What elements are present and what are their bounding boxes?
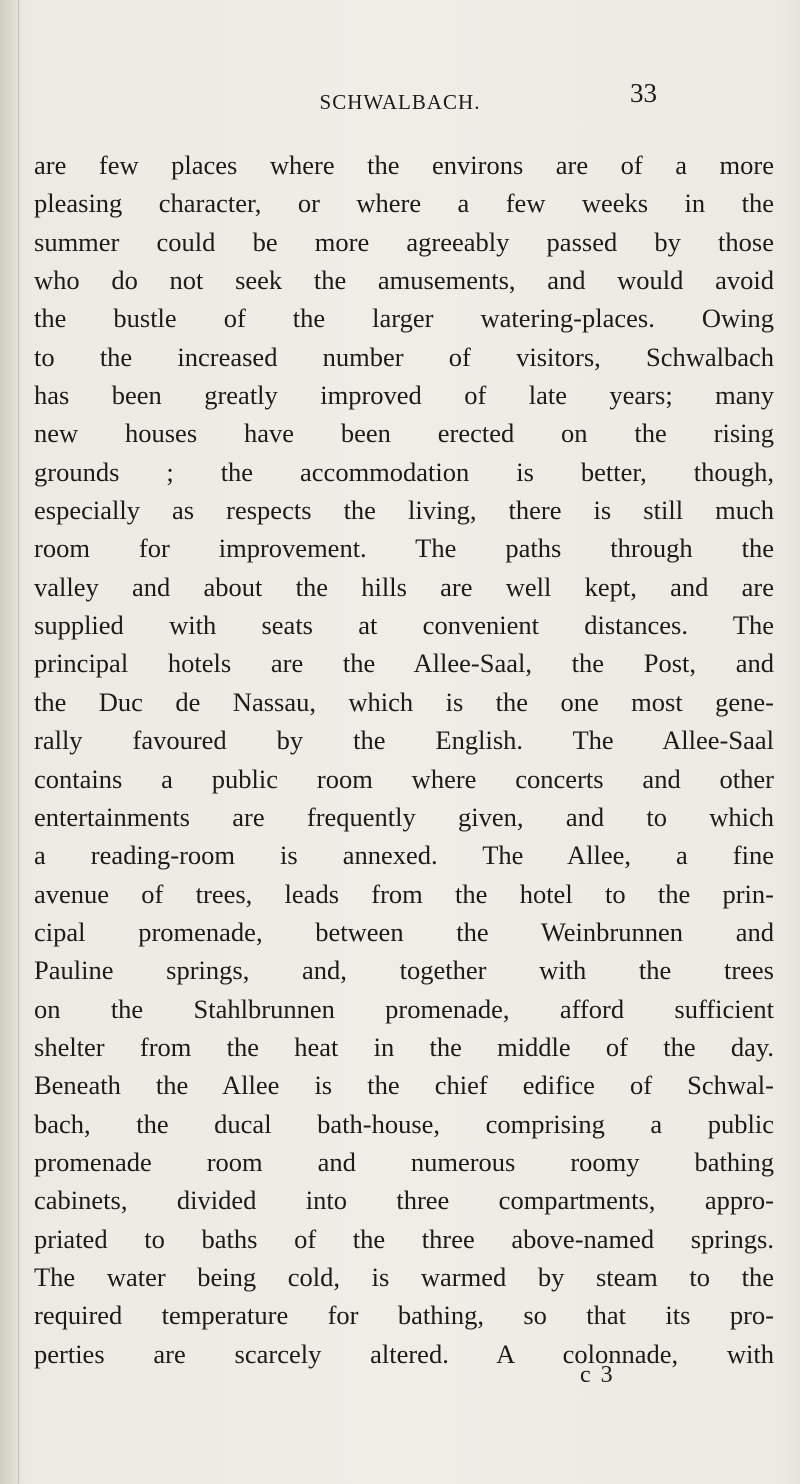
text-line: has been greatly improved of late years; many bbox=[34, 380, 774, 411]
text-line: room for improvement. The paths through the bbox=[34, 533, 774, 564]
text-line: The water being cold, is warmed by steam to the bbox=[34, 1261, 774, 1292]
text-line: grounds ; the accommodation is better, though, bbox=[34, 456, 774, 487]
text-line: principal hotels are the Allee-Saal, the Post, and bbox=[34, 648, 774, 679]
text-line: who do not seek the amusements, and would avoid bbox=[34, 265, 774, 296]
text-line: to the increased number of visitors, Schwalbach bbox=[34, 341, 774, 372]
text-line: Pauline springs, and, together with the trees bbox=[34, 955, 774, 986]
text-line: entertainments are frequently given, and to which bbox=[34, 801, 774, 832]
text-line: summer could be more agreeably passed by those bbox=[34, 226, 774, 257]
text-line: rally favoured by the English. The Allee-Saal bbox=[34, 725, 774, 756]
text-line: supplied with seats at convenient distances. The bbox=[34, 610, 774, 641]
text-line: on the Stahlbrunnen promenade, afford sufficient bbox=[34, 993, 774, 1024]
body-text bbox=[34, 146, 774, 1373]
page-gutter-edge bbox=[18, 0, 19, 1484]
text-line: the Duc de Nassau, which is the one most gene- bbox=[34, 686, 774, 717]
text-line: required temperature for bathing, so that its pro- bbox=[34, 1300, 774, 1331]
text-line: Beneath the Allee is the chief edifice of Schwal- bbox=[34, 1070, 774, 1101]
running-head: SCHWALBACH. bbox=[319, 90, 481, 114]
signature-mark: c 3 bbox=[580, 1362, 615, 1388]
text-line: priated to baths of the three above-named springs. bbox=[34, 1223, 774, 1254]
text-line: bach, the ducal bath-house, comprising a public bbox=[34, 1108, 774, 1139]
text-line: cipal promenade, between the Weinbrunnen and bbox=[34, 916, 774, 947]
text-line: shelter from the heat in the middle of the day. bbox=[34, 1031, 774, 1062]
text-line: pleasing character, or where a few weeks in the bbox=[34, 188, 774, 219]
text-line: perties are scarcely altered. A colonnade, with bbox=[34, 1338, 774, 1369]
text-line: a reading-room is annexed. The Allee, a fine bbox=[34, 840, 774, 871]
text-line: valley and about the hills are well kept, and are bbox=[34, 571, 774, 602]
text-line: contains a public room where concerts and other bbox=[34, 763, 774, 794]
text-line: especially as respects the living, there is still much bbox=[34, 495, 774, 526]
text-line: promenade room and numerous roomy bathing bbox=[34, 1146, 774, 1177]
text-line: new houses have been erected on the rising bbox=[34, 418, 774, 449]
text-line: are few places where the environs are of a more bbox=[34, 150, 774, 180]
page-number: 33 bbox=[630, 78, 657, 108]
text-line: the bustle of the larger watering-places. Owing bbox=[34, 303, 774, 334]
text-line: cabinets, divided into three compartments, appro- bbox=[34, 1185, 774, 1216]
page-header bbox=[0, 78, 800, 128]
text-line: avenue of trees, leads from the hotel to the prin- bbox=[34, 878, 774, 909]
